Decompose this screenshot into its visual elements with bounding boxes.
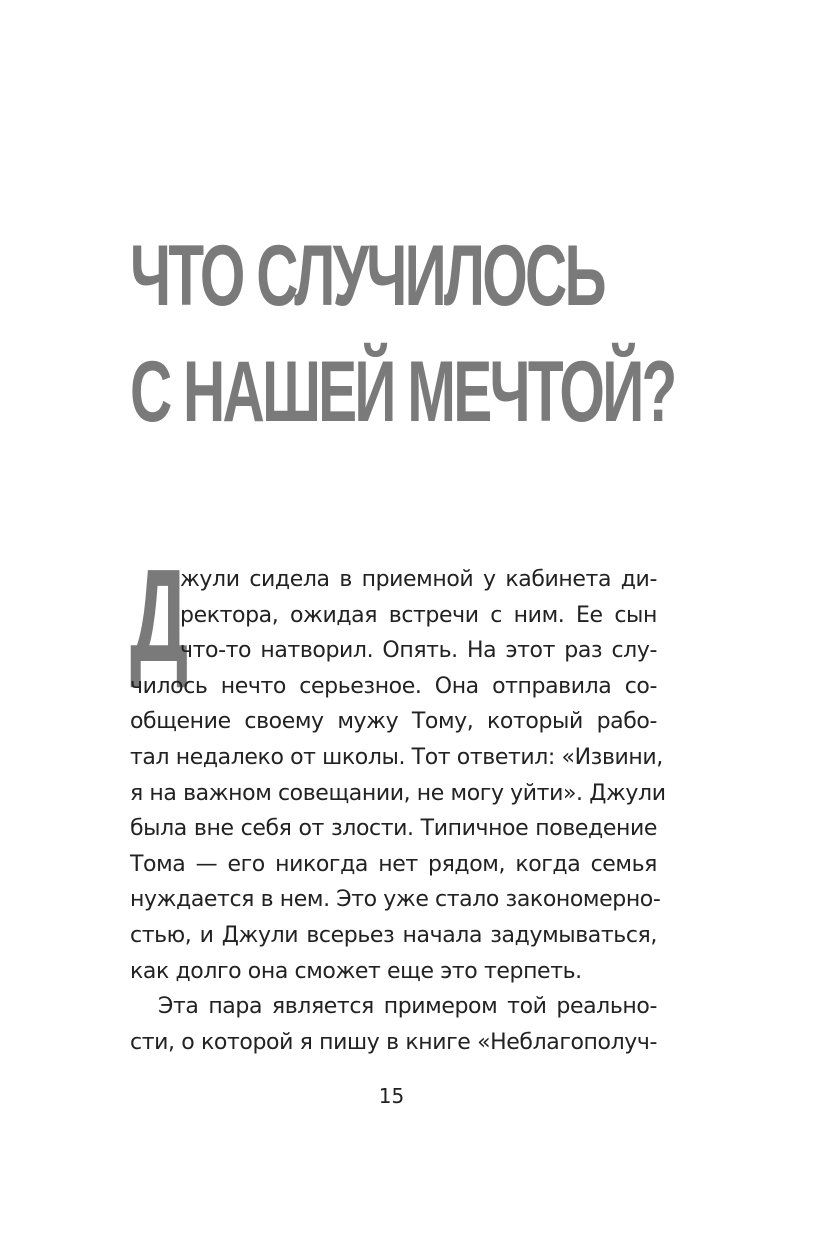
chapter-title-line-2: С НАШЕЙ МЕЧТОЙ? [130, 344, 675, 440]
text-line: что-то натворил. Опять. На этот раз слу- [180, 638, 657, 664]
text-line: Тома — его никогда нет рядом, когда семья [130, 851, 657, 877]
text-line: жули сидела в приемной у кабинета ди- [180, 567, 657, 592]
text-line: общение своему мужу Тому, который рабо- [130, 709, 657, 735]
body-text [130, 542, 666, 1060]
text-line: была вне себя от злости. Типичное поведение [130, 816, 657, 842]
text-line: тал недалеко от школы. Тот ответил: «Извини, [130, 744, 663, 770]
chapter-title-line-1: ЧТО СЛУЧИЛОСЬ [130, 228, 604, 324]
drop-cap-letter: Д [130, 542, 189, 689]
text-line: Эта пара является примером той реально- [158, 994, 657, 1020]
text-line: сти, о которой я пишу в книге «Неблагополуч- [130, 1029, 657, 1055]
text-line: ректора, ожидая встречи с ним. Ее сын [180, 602, 657, 628]
text-line: нуждается в нем. Это уже стало закономерно- [130, 887, 661, 913]
text-line: чилось нечто серьезное. Она отправила со- [130, 673, 657, 699]
text-line: стью, и Джули всерьез начала задумываться, [130, 922, 657, 948]
chapter-title [130, 218, 675, 450]
text-line: я на важном совещании, не могу уйти». Джули [130, 780, 666, 806]
text-line: как долго она сможет еще это терпеть. [130, 958, 582, 984]
page-number: 15 [378, 1084, 405, 1108]
